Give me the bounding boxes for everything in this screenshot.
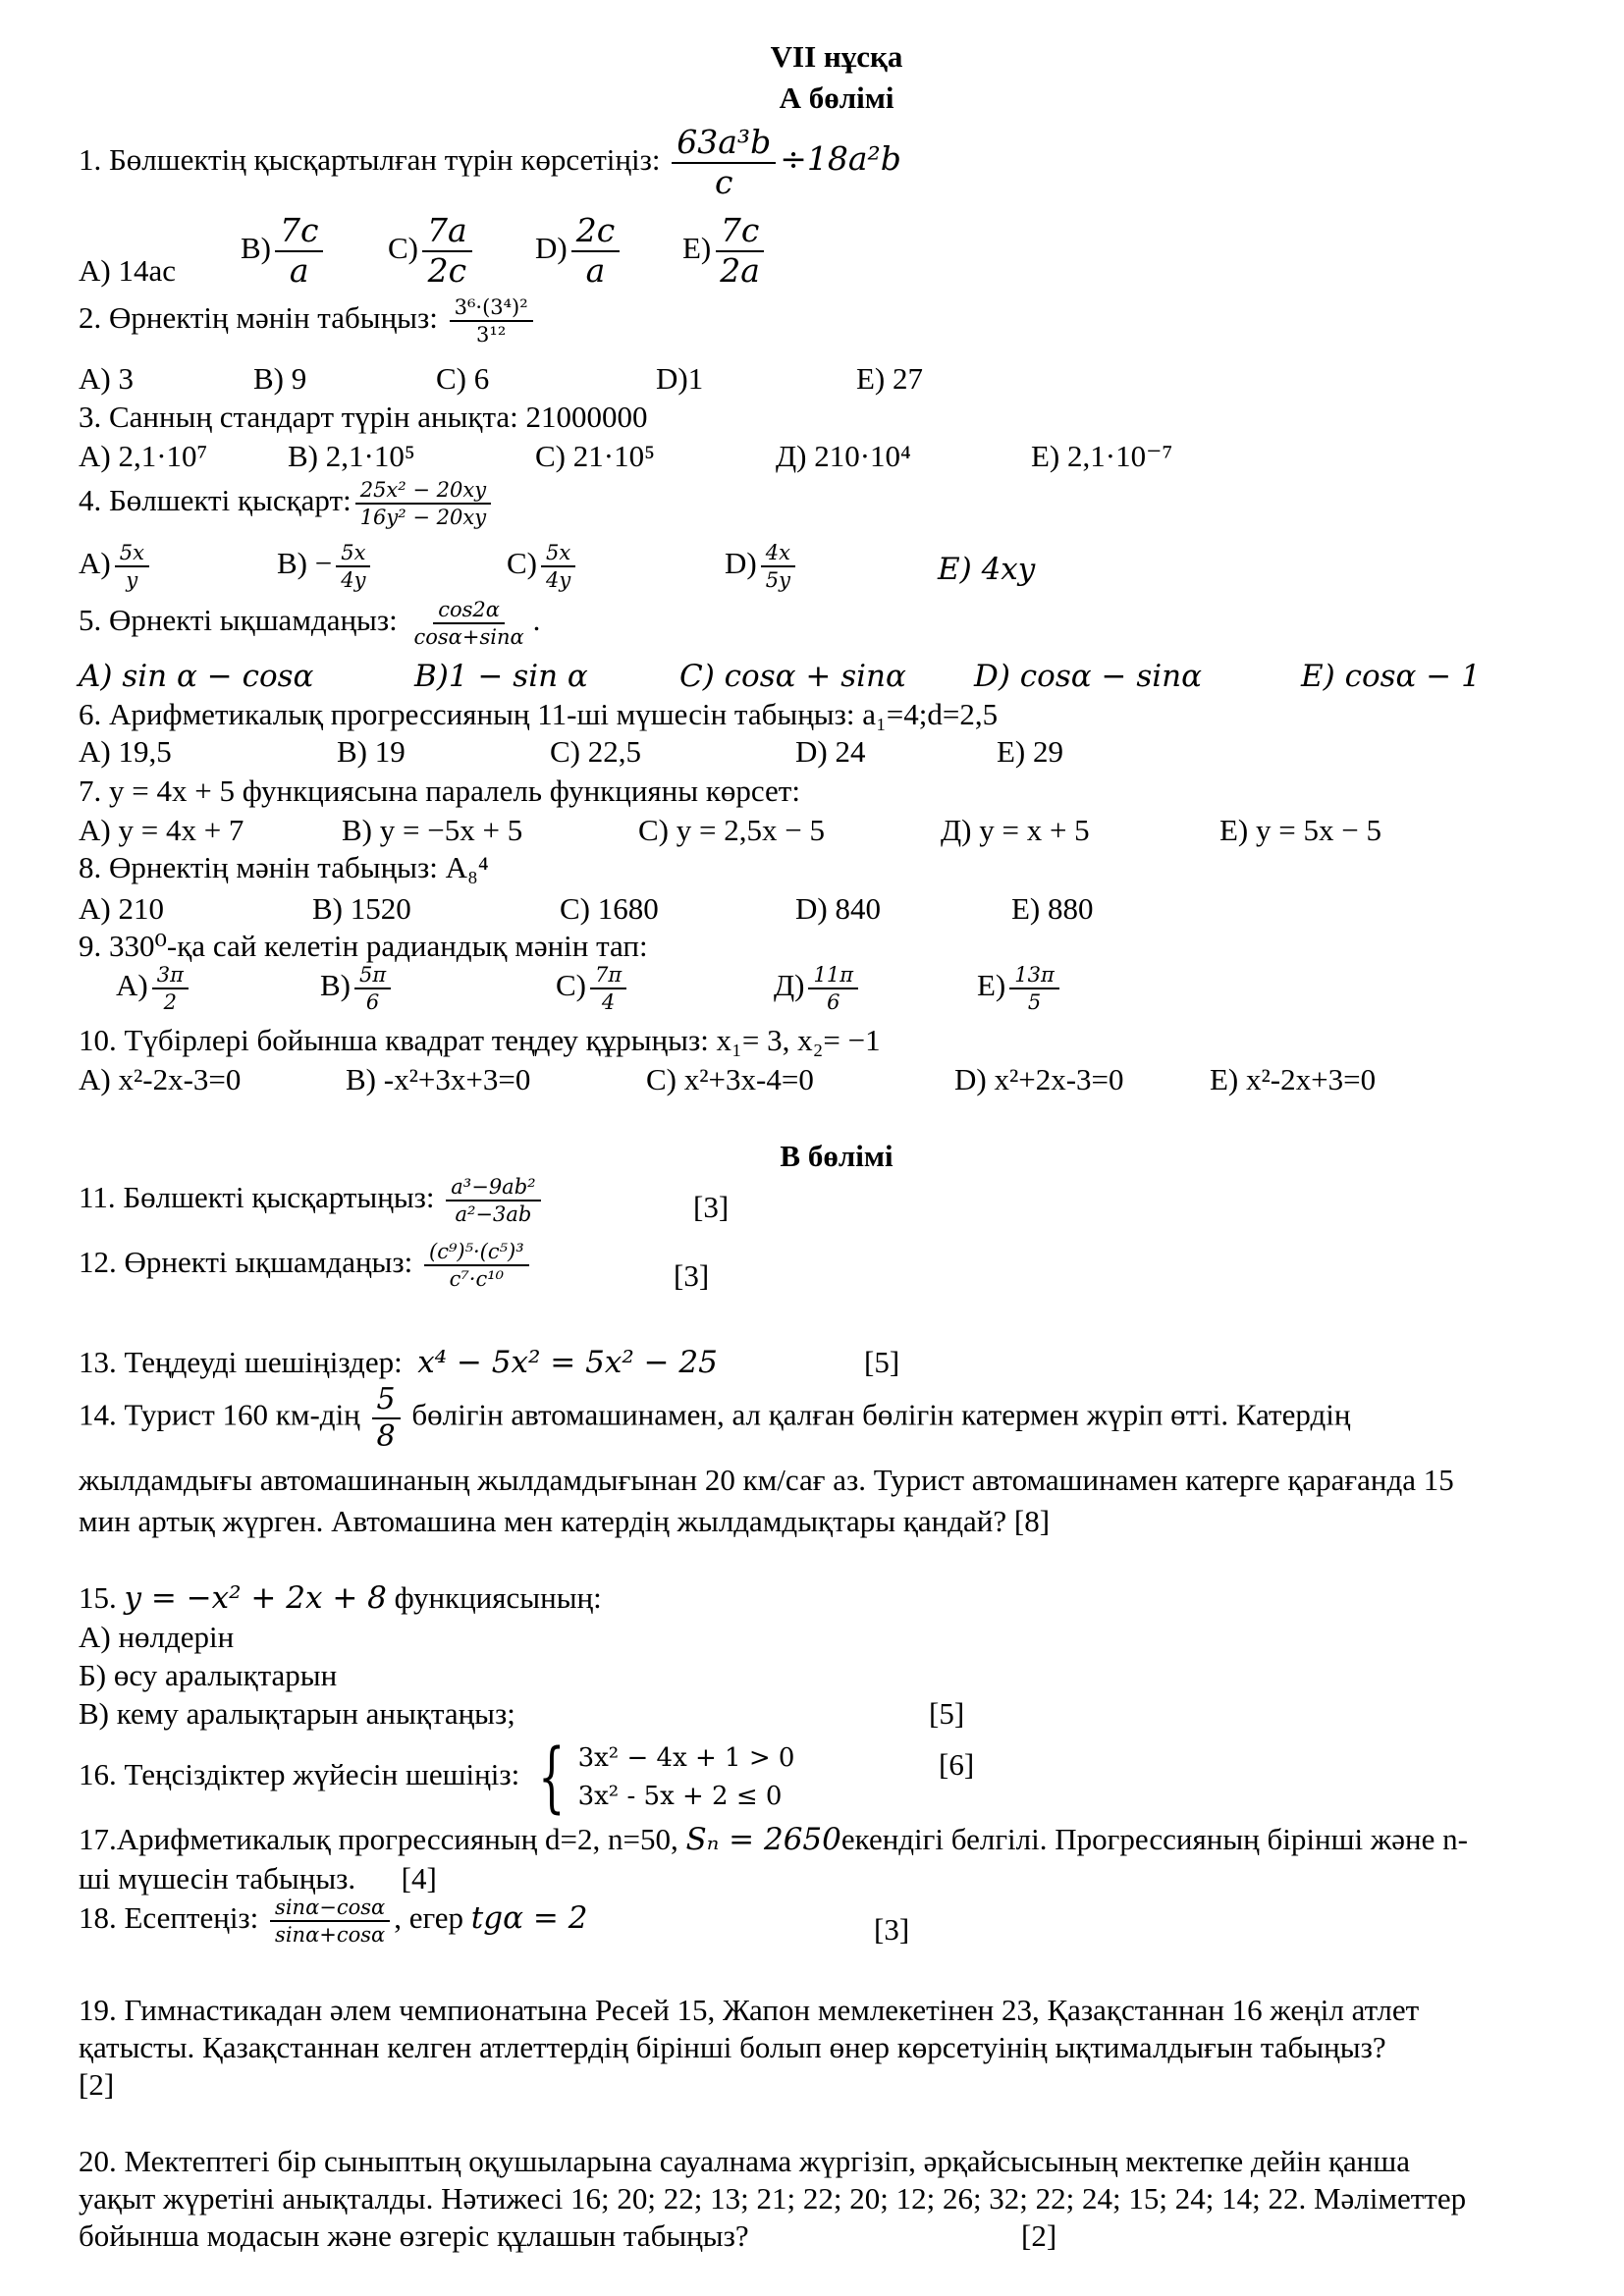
question-4-text: 4. Бөлшекті қысқарт: xyxy=(79,483,352,518)
question-13-equation: x⁴ − 5x² = 5x² − 25 xyxy=(417,1345,718,1380)
question-11 xyxy=(79,1176,545,1225)
q10-option-c: C) x²+3x-4=0 xyxy=(646,1062,814,1096)
q9-option-c: C) $\frac{7\pi}{4}$ xyxy=(556,964,630,1013)
question-13-text: 13. Теңдеуді шешіңіздер: xyxy=(79,1345,403,1379)
question-14-fraction: $\frac{5}{8}$ xyxy=(372,1384,401,1452)
q7-option-d: Д) y = x + 5 xyxy=(941,813,1090,847)
question-12-fraction: $\frac{\text{(c⁹)⁵·(c⁵)³}}{\text{c⁷·c¹⁰}}$ xyxy=(424,1241,529,1290)
q6-option-a: A) 19,5 xyxy=(79,734,172,769)
inequality-system: 3x² − 4x + 1 > 0 3x² - 5x + 2 ≤ 0 xyxy=(577,1743,795,1811)
question-1 xyxy=(79,123,901,201)
question-16-score: [6] xyxy=(939,1747,975,1782)
q10-option-d: D) x²+2x-3=0 xyxy=(954,1062,1124,1096)
question-18-score: [3] xyxy=(874,1912,910,1947)
question-18-text: 18. Есептеңіз: xyxy=(79,1900,259,1936)
question-20-line3: бойынша модасын және өзгеріс құлашын табыңыз? xyxy=(79,2218,749,2253)
question-15-score: [5] xyxy=(929,1696,965,1731)
q7-option-e: E) y = 5x − 5 xyxy=(1219,813,1381,847)
question-17-line2: ші мүшесін табыңыз. [4] xyxy=(79,1861,437,1896)
q9-option-a: A) $\frac{3\pi}{2}$ xyxy=(116,964,192,1013)
question-15-equation: y = −x² + 2x + 8 xyxy=(124,1580,387,1616)
section-b-title: В бөлімі xyxy=(780,1139,893,1173)
q5-option-a: A) sin α − cosα xyxy=(79,659,314,694)
question-14-line2: жылдамдығы автомашинаның жылдамдығынан 20 км/сағ аз. Турист автомашинамен катерге қарағанда 15 xyxy=(79,1463,1454,1497)
q4-option-c: C) $\frac{5x}{4y}$ xyxy=(507,542,579,591)
question-20-line1: 20. Мектептегі бір сыныптың оқушыларына сауалнама жүргізіп, әрқайсысының мектепке дейін қанша xyxy=(79,2144,1411,2178)
q6-option-c: C) 22,5 xyxy=(550,734,641,769)
question-16-text: 16. Теңсіздіктер жүйесін шешіңіз: xyxy=(79,1757,520,1792)
q4-option-d: D) $\frac{4x}{5y}$ xyxy=(725,542,799,591)
question-17-text: 17.Арифметикалық прогрессияның d=2, n=50, xyxy=(79,1822,678,1856)
q10-option-b: B) -x²+3x+3=0 xyxy=(346,1062,531,1096)
q2-option-c: C) 6 xyxy=(436,361,490,396)
question-13 xyxy=(79,1345,718,1381)
q4-option-a: A) $\frac{5x}{y}$ xyxy=(79,542,153,591)
q5-option-b: B)1 − sin α xyxy=(414,659,588,694)
question-7: 7. y = 4x + 5 функциясына паралель функцияны көрсет: xyxy=(79,774,800,808)
q5-option-d: D) cosα − sinα xyxy=(974,659,1203,694)
question-18: 18. Есептеңіз: $\frac{\sin\alpha-\cos\alpha}{\sin\alpha+\cos\alpha}$ , егер tgα = 2 xyxy=(79,1896,588,1948)
q3-option-a: A) 2,1·10⁷ xyxy=(79,439,208,473)
q9-option-b: B) $\frac{5\pi}{6}$ xyxy=(320,964,395,1013)
q1-option-a: A) 14ac xyxy=(79,253,176,288)
q2-option-b: B) 9 xyxy=(253,361,307,396)
q4-option-b: B) − $\frac{5x}{4y}$ xyxy=(277,542,374,591)
question-16 xyxy=(79,1734,795,1822)
question-12-text: 12. Өрнекті ықшамдаңыз: xyxy=(79,1245,413,1280)
q10-option-e: E) x²-2x+3=0 xyxy=(1210,1062,1377,1096)
question-4 xyxy=(79,479,495,528)
q2-option-e: E) 27 xyxy=(856,361,924,396)
q5-option-c: C) cosα + sinα xyxy=(679,659,906,694)
question-11-score: [3] xyxy=(693,1190,730,1224)
q10-option-a: A) x²-2x-3=0 xyxy=(79,1062,242,1096)
question-19-line2: қатысты. Қазақстаннан келген атлеттердің бірінші болып өнер көрсетуінің ықтималдығын табыңыз? xyxy=(79,2030,1386,2064)
q7-option-a: A) y = 4x + 7 xyxy=(79,813,244,847)
q2-option-a: A) 3 xyxy=(79,361,134,396)
question-2-text: 2. Өрнектің мәнін табыңыз: xyxy=(79,300,438,336)
q8-option-c: C) 1680 xyxy=(560,891,659,926)
variant-title: VII нұсқа xyxy=(770,39,903,74)
question-11-fraction: $\frac{\text{a³−9ab²}}{\text{a²−3ab}}$ xyxy=(446,1176,540,1225)
q1-option-c: C) $\frac{7a}{2c}$ xyxy=(388,214,476,288)
question-19-score: [2] xyxy=(79,2067,115,2102)
q1-option-d: D) $\frac{2c}{a}$ xyxy=(535,214,623,288)
question-11-text: 11. Бөлшекті қысқартыңыз: xyxy=(79,1180,435,1215)
question-20-score: [2] xyxy=(1021,2218,1057,2253)
question-17-sum: Sₙ = 2650 xyxy=(685,1822,841,1857)
q4-option-e: E) 4xy xyxy=(938,552,1036,587)
question-15-item-b: Б) өсу аралықтарын xyxy=(79,1658,338,1692)
question-14-line3: мин артық жүрген. Автомашина мен катердің жылдамдықтары қандай? [8] xyxy=(79,1504,1051,1538)
question-9: 9. 330⁰-қа сай келетін радиандық мәнін тап: xyxy=(79,929,648,963)
section-a-title: А бөлімі xyxy=(779,80,894,115)
question-10: 10. Түбірлері бойынша квадрат теңдеу құрыңыз: x₁= 3, x₂= −1 xyxy=(79,1023,881,1057)
question-17: 17.Арифметикалық прогрессияның d=2, n=50, Sₙ = 2650екендігі белгілі. Прогрессияның бірінші және n- xyxy=(79,1822,1468,1857)
q1-option-e: E) $\frac{7c}{2a}$ xyxy=(682,214,769,288)
q6-option-b: B) 19 xyxy=(337,734,406,769)
question-8: 8. Өрнектің мәнін табыңыз: A₈⁴ xyxy=(79,850,489,884)
q6-option-e: E) 29 xyxy=(997,734,1064,769)
q3-option-b: B) 2,1·10⁵ xyxy=(288,439,415,473)
q9-option-e: E) $\frac{13\pi}{5}$ xyxy=(977,964,1063,1013)
question-19-line1: 19. Гимнастикадан әлем чемпионатына Ресей 15, Жапон мемлекетінен 23, Қазақстаннан 16 жеңіл атлет xyxy=(79,1993,1420,2027)
question-15-item-a: А) нөлдерін xyxy=(79,1620,235,1654)
q2-option-d: D)1 xyxy=(656,361,704,396)
question-2 xyxy=(79,296,537,346)
question-1-text: 1. Бөлшектің қысқартылған түрін көрсетіңіз: xyxy=(79,141,661,177)
q3-option-e: E) 2,1·10⁻⁷ xyxy=(1031,439,1173,473)
q6-option-d: D) 24 xyxy=(795,734,866,769)
q8-option-a: A) 210 xyxy=(79,891,164,926)
q3-option-c: C) 21·10⁵ xyxy=(535,439,655,473)
q8-option-e: E) 880 xyxy=(1011,891,1094,926)
question-15-item-c: В) кему аралықтарын анықтаңыз; xyxy=(79,1696,515,1731)
q7-option-c: C) y = 2,5x − 5 xyxy=(638,813,825,847)
question-5-text: 5. Өрнекті ықшамдаңыз: xyxy=(79,603,398,638)
question-1-fraction: $\frac{\text{63a³b}}{c}$ xyxy=(672,126,776,199)
q1-option-b: B) $\frac{7c}{a}$ xyxy=(241,214,327,288)
question-4-fraction: $\frac{\text{25x² − 20xy}}{\text{16y² − 20xy}}$ xyxy=(355,479,491,528)
question-20-line2: уақыт жүретіні анықталды. Нәтижесі 16; 20; 22; 13; 21; 22; 20; 12; 26; 32; 22; 24; 15; 24; 14; 22. Мәліметтер xyxy=(79,2181,1467,2216)
question-1-rest: ÷18a²b xyxy=(780,138,901,178)
q7-option-b: B) y = −5x + 5 xyxy=(342,813,523,847)
q9-option-d: Д) $\frac{11\pi}{6}$ xyxy=(774,964,862,1013)
q3-option-d: Д) 210·10⁴ xyxy=(776,439,911,473)
question-15: 15. y = −x² + 2x + 8 функциясының: xyxy=(79,1580,602,1616)
question-5: 5. Өрнекті ықшамдаңыз: $\frac{\cos 2\alpha}{\cos\alpha+\sin\alpha}$ . xyxy=(79,598,541,650)
question-5-fraction: $\frac{\cos 2\alpha}{\cos\alpha+\sin\alpha}$ xyxy=(413,598,524,650)
question-3: 3. Санның стандарт түрін анықта: 21000000 xyxy=(79,400,648,434)
question-12 xyxy=(79,1241,533,1290)
question-2-fraction: $\frac{\text{3⁶·(3⁴)²}}{\text{3¹²}}$ xyxy=(450,296,533,346)
question-14: 14. Турист 160 км-дің $\frac{5}{8}$ бөлігін автомашинамен, ал қалған бөлігін катермен жүріп өтті. Катердің xyxy=(79,1382,1351,1454)
question-12-score: [3] xyxy=(674,1258,710,1293)
system-brace: { xyxy=(538,1734,566,1822)
question-13-score: [5] xyxy=(864,1345,900,1379)
question-18-fraction: $\frac{\sin\alpha-\cos\alpha}{\sin\alpha+\cos\alpha}$ xyxy=(270,1896,390,1946)
question-14-text: 14. Турист 160 км-дің xyxy=(79,1397,360,1432)
q5-option-e: E) cosα − 1 xyxy=(1301,659,1481,694)
q8-option-b: B) 1520 xyxy=(312,891,411,926)
question-6: 6. Арифметикалық прогрессияның 11-ші мүшесін табыңыз: a₁=4;d=2,5 xyxy=(79,697,999,731)
q8-option-d: D) 840 xyxy=(795,891,881,926)
